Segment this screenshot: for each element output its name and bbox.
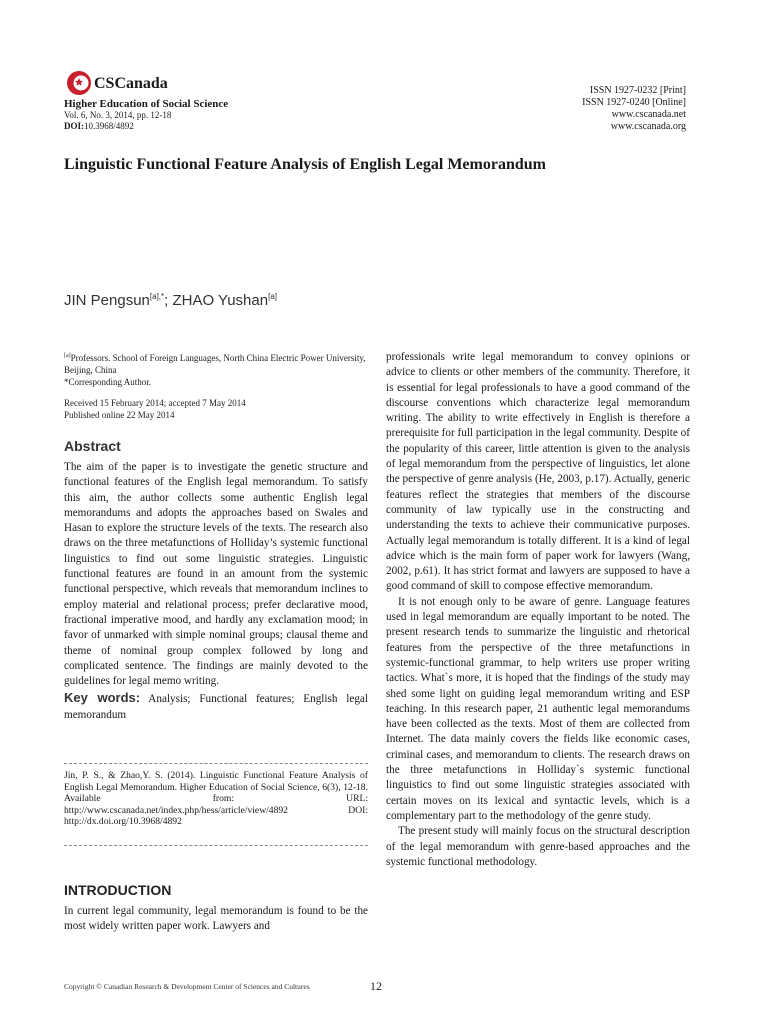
- doi-label: DOI:: [64, 121, 84, 131]
- volume-line: Vol. 6, No. 3, 2014, pp. 12-18: [64, 110, 172, 120]
- issn-block: [582, 85, 686, 133]
- received-date: Received 15 February 2014; accepted 7 May 2014: [64, 398, 246, 408]
- author-2-affiliation: [a]: [268, 292, 277, 301]
- citation-bottom-rule: [64, 845, 368, 846]
- abstract-body: [64, 460, 368, 723]
- affiliation-sup: [a]: [64, 353, 71, 359]
- intro-paragraph-3: The present study will mainly focus on the structural description of the legal memorandum with genre-based approaches and the systemic functional methodology.: [386, 825, 690, 868]
- author-1: JIN Pengsun: [64, 292, 150, 309]
- footer-copyright: Copyright © Canadian Research & Development Center of Sciences and Cultures: [64, 982, 310, 991]
- doi-line: [64, 121, 134, 131]
- affiliation-text: Professors. School of Foreign Languages, North China Electric Power University, Beijing, China: [64, 353, 366, 375]
- cscanada-logo-icon: [66, 70, 92, 96]
- affiliation: [64, 350, 374, 388]
- keywords: [64, 690, 368, 723]
- author-separator: ;: [164, 292, 173, 309]
- url-org[interactable]: www.cscanada.org: [610, 121, 686, 132]
- keywords-label: Key words:: [64, 690, 141, 706]
- journal-name: Higher Education of Social Science: [64, 98, 229, 110]
- abstract-text: The aim of the paper is to investigate the genetic structure and functional features of the English legal memorandum. To satisfy this aim, the author collects some authentic English legal memorandums and adopts the approaches based on Swales and Hasan to explore the structure levels of the texts. The research also draws on the three metafunctions of Holliday’s systemic functional linguistics to find out some linguistic strategies. Linguistic functional features are found in an amount from the systemic functional perspective, which reveals that memorandum inclines to employ material and relational process; prefer declarative mood, fractional imperative mood, and hardly any exclamation mood; in favor of unmarked with simple nominal groups; clausal theme and theme of nominal group complex followed by long and complicated sentence. The findings are mainly devoted to the guidelines for legal memo writing.: [64, 461, 368, 688]
- page-number: 12: [370, 979, 382, 993]
- logo-text: CSCanada: [94, 75, 168, 92]
- intro-left-column: [64, 904, 368, 935]
- url-net[interactable]: www.cscanada.net: [611, 109, 686, 120]
- issn-online: ISSN 1927-0240 [Online]: [582, 97, 686, 108]
- dates: [64, 397, 374, 421]
- paper-title: Linguistic Functional Feature Analysis of English Legal Memorandum: [64, 156, 546, 173]
- corresponding-author: *Corresponding Author.: [64, 377, 151, 387]
- author-1-affiliation: [a],*: [149, 292, 165, 301]
- keywords-text: Analysis; Functional features; English legal memorandum: [64, 693, 368, 721]
- issn-print: ISSN 1927-0232 [Print]: [589, 85, 686, 96]
- author-2: ZHAO Yushan: [172, 292, 269, 309]
- intro-right-column: [386, 350, 690, 870]
- intro-paragraph-1: In current legal community, legal memorandum is found to be the most widely written paper work. Lawyers and: [64, 905, 368, 933]
- published-date: Published online 22 May 2014: [64, 410, 175, 420]
- intro-paragraph-2: It is not enough only to be aware of genre. Language features used in legal memorandum are equally important to be noted. The present research tends to summarize the linguistic and rhetorical features from the perspective of the three metafunctions in systemic-functional grammar, to help writers use proper writing tactics. What`s more, it is hoped that the findings of the study may shed some light on guiding legal memorandum writing and ESP teaching. In this research paper, 21 authentic legal memorandums have been collected as the texts. Most of them are collected from Internet. The data mainly covers the fields like economic cases, criminal cases, and memorandum to clients. The research draws on the three metafunctions in Holliday`s systemic functional linguistics to find out some linguistic strategies associated with certain moves on its lexical and syntactic levels, which is a complementary part to the methodology of the genre study.: [386, 595, 690, 822]
- introduction-heading: INTRODUCTION: [64, 882, 172, 898]
- doi-value: 10.3968/4892: [84, 121, 134, 131]
- citation-block: Jin, P. S., & Zhao,Y. S. (2014). Linguistic Functional Feature Analysis of English Legal Memorandum. Higher Education of Social Science, 6(3), 12-18. Available from: URL: http://www.cscanada.net/index.php/hess/article/view/4892 DOI: http://dx.doi.org/10.3968/4892: [64, 770, 368, 827]
- abstract-heading: Abstract: [64, 438, 121, 454]
- publisher-logo: [66, 70, 276, 100]
- citation-top-rule: [64, 763, 368, 764]
- intro-paragraph-1-cont: professionals write legal memorandum to convey opinions or advice to clients or other members of the community. Therefore, it is essential for legal professionals to have a good command of the discourse conventions which characterize legal memorandum writing. The ability to write effectively in English is therefore a prerequisite for full participation in the legal community. Despite of the popularity of this career, little attention is given to the analysis of legal memorandum from the perspective of linguistics, let alone the perspective of genre analysis (He, 2003, p.17). Actually, generic features reflect the strategies that members of the discourse community of law typically use in the constructing and understanding the texts to achieve their communicative purposes. Actually legal memorandum is totally different. It is a kind of legal advice which is the main form of paper work for lawyers (Wang, 2002, p.61). It has strict format and lawyers are supposed to have a good command of skill to compose effective memorandum.: [386, 351, 690, 593]
- authors-line: [64, 292, 277, 309]
